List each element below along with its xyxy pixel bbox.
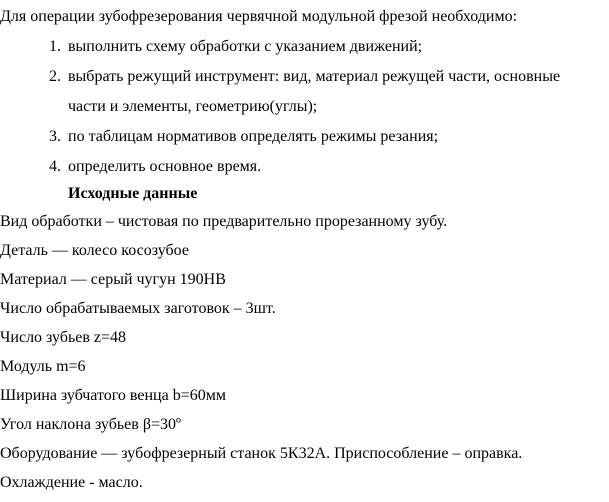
param-line: Вид обработки – чистовая по предварительно прорезанному зубу. bbox=[0, 213, 448, 230]
task-text: определить основное время. bbox=[68, 158, 262, 175]
task-number: 2. bbox=[49, 68, 61, 85]
param-line: Число обрабатываемых заготовок – 3шт. bbox=[0, 300, 276, 317]
task-number: 3. bbox=[49, 128, 61, 145]
task-text: по таблицам нормативов определять режимы резания; bbox=[68, 128, 439, 145]
param-line: Охлаждение - масло. bbox=[0, 474, 143, 491]
param-line: Оборудование — зубофрезерный станок 5К32А. Приспособление – оправка. bbox=[0, 445, 523, 462]
task-number: 1. bbox=[49, 38, 61, 55]
param-line: Ширина зубчатого венца b=60мм bbox=[0, 387, 226, 404]
task-text: выбрать режущий инструмент: вид, материал режущей части, основные bbox=[68, 68, 561, 85]
param-line: Материал — серый чугун 190НВ bbox=[0, 271, 226, 288]
param-line: Число зубьев z=48 bbox=[0, 329, 127, 346]
param-line: Деталь — колесо косозубое bbox=[0, 242, 189, 259]
task-number: 4. bbox=[49, 158, 61, 175]
param-line: Угол наклона зубьев β=30º bbox=[0, 416, 181, 433]
intro-text: Для операции зубофрезерования червячной модульной фрезой необходимо: bbox=[0, 8, 518, 25]
section-heading: Исходные данные bbox=[68, 185, 198, 202]
task-text: выполнить схему обработки с указанием движений; bbox=[68, 38, 423, 55]
task-text-continued: части и элементы, геометрию(углы); bbox=[68, 98, 318, 115]
param-line: Модуль m=6 bbox=[0, 358, 86, 375]
